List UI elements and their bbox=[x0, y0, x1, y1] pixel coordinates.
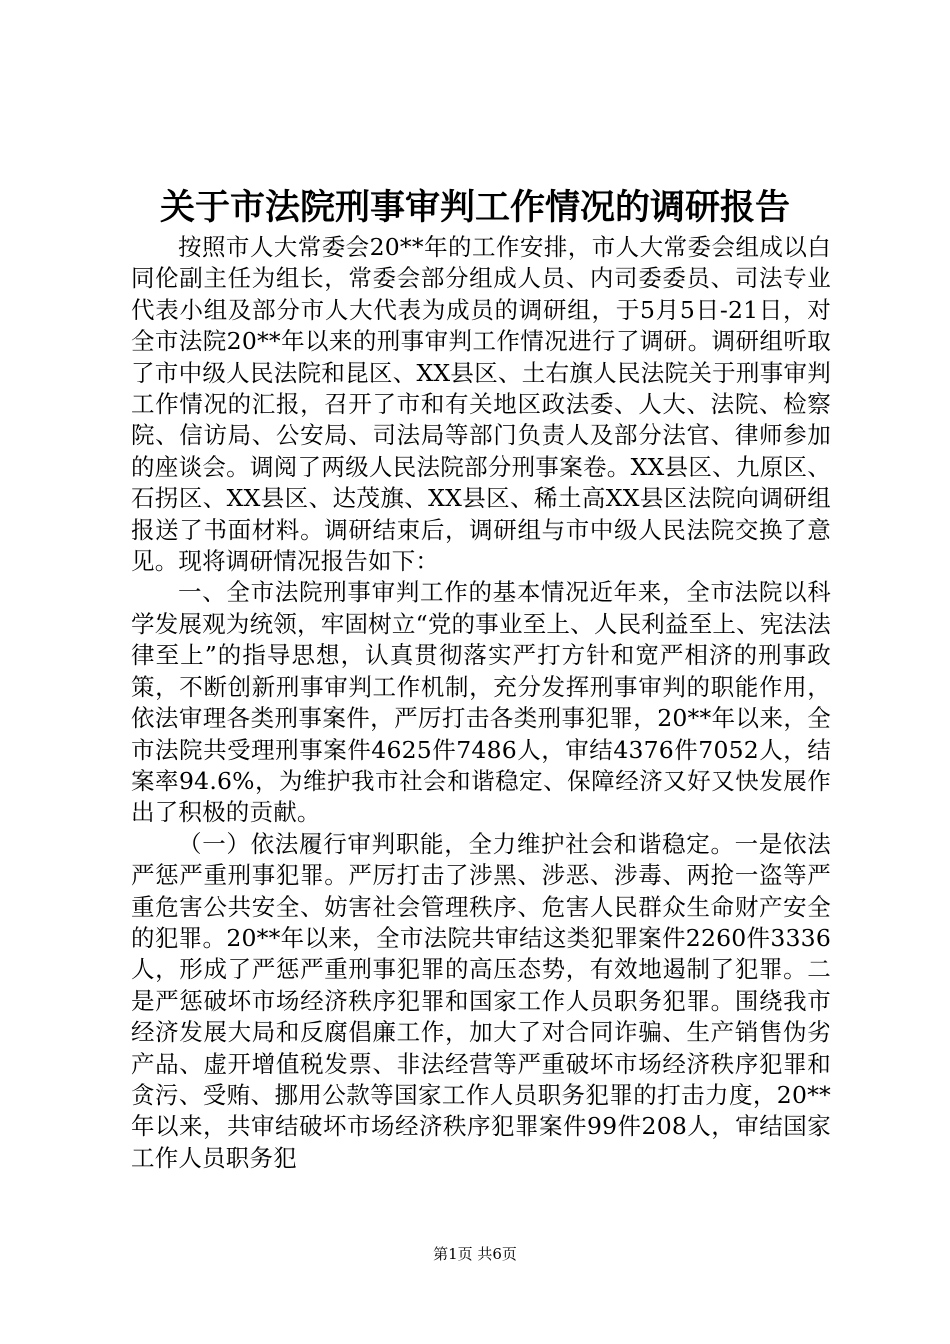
paragraph-section-1: 一、全市法院刑事审判工作的基本情况近年来，全市法院以科学发展观为统领，牢固树立“党的事业至上、人民利益至上、宪法法律至上”的指导思想，认真贯彻落实严打方针和宽严相济的刑事政策，不断创新刑事审判工作机制，充分发挥刑事审判的职能作用，依法审理各类刑事案件，严厉打击各类刑事犯罪，20**年以来，全市法院共受理刑事案件4625件7486人，审结4376件7052人，结案率94.6%，为维护我市社会和谐稳定、保障经济又好又快发展作出了积极的贡献。 bbox=[131, 578, 831, 827]
document-body bbox=[131, 232, 831, 1174]
paragraph-subsection-1: （一）依法履行审判职能，全力维护社会和谐稳定。一是依法严惩严重刑事犯罪。严厉打击了涉黑、涉恶、涉毒、两抢一盗等严重危害公共安全、妨害社会管理秩序、危害人民群众生命财产安全的犯罪。20**年以来，全市法院共审结这类犯罪案件2260件3336人，形成了严惩严重刑事犯罪的高压态势，有效地遏制了犯罪。二是严惩破坏市场经济秩序犯罪和国家工作人员职务犯罪。围绕我市经济发展大局和反腐倡廉工作，加大了对合同诈骗、生产销售伪劣产品、虚开增值税发票、非法经营等严重破坏市场经济秩序犯罪和贪污、受贿、挪用公款等国家工作人员职务犯罪的打击力度，20**年以来，共审结破坏市场经济秩序犯罪案件99件208人，审结国家工作人员职务犯 bbox=[131, 829, 831, 1172]
paragraph-intro: 按照市人大常委会20**年的工作安排，市人大常委会组成以白同伦副主任为组长，常委会部分组成人员、内司委委员、司法专业代表小组及部分市人大代表为成员的调研组，于5月5日-21日，对全市法院20**年以来的刑事审判工作情况进行了调研。调研组听取了市中级人民法院和昆区、XX县区、土右旗人民法院关于刑事审判工作情况的汇报，召开了市和有关地区政法委、人大、法院、检察院、信访局、公安局、司法局等部门负责人及部分法官、律师参加的座谈会。调阅了两级人民法院部分刑事案卷。XX县区、九原区、石拐区、XX县区、达茂旗、XX县区、稀土高XX县区法院向调研组报送了书面材料。调研结束后，调研组与市中级人民法院交换了意见。现将调研情况报告如下： bbox=[131, 233, 831, 576]
page-title: 关于市法院刑事审判工作情况的调研报告 bbox=[159, 188, 790, 228]
page-number-footer: 第1页 共6页 bbox=[433, 1245, 517, 1263]
